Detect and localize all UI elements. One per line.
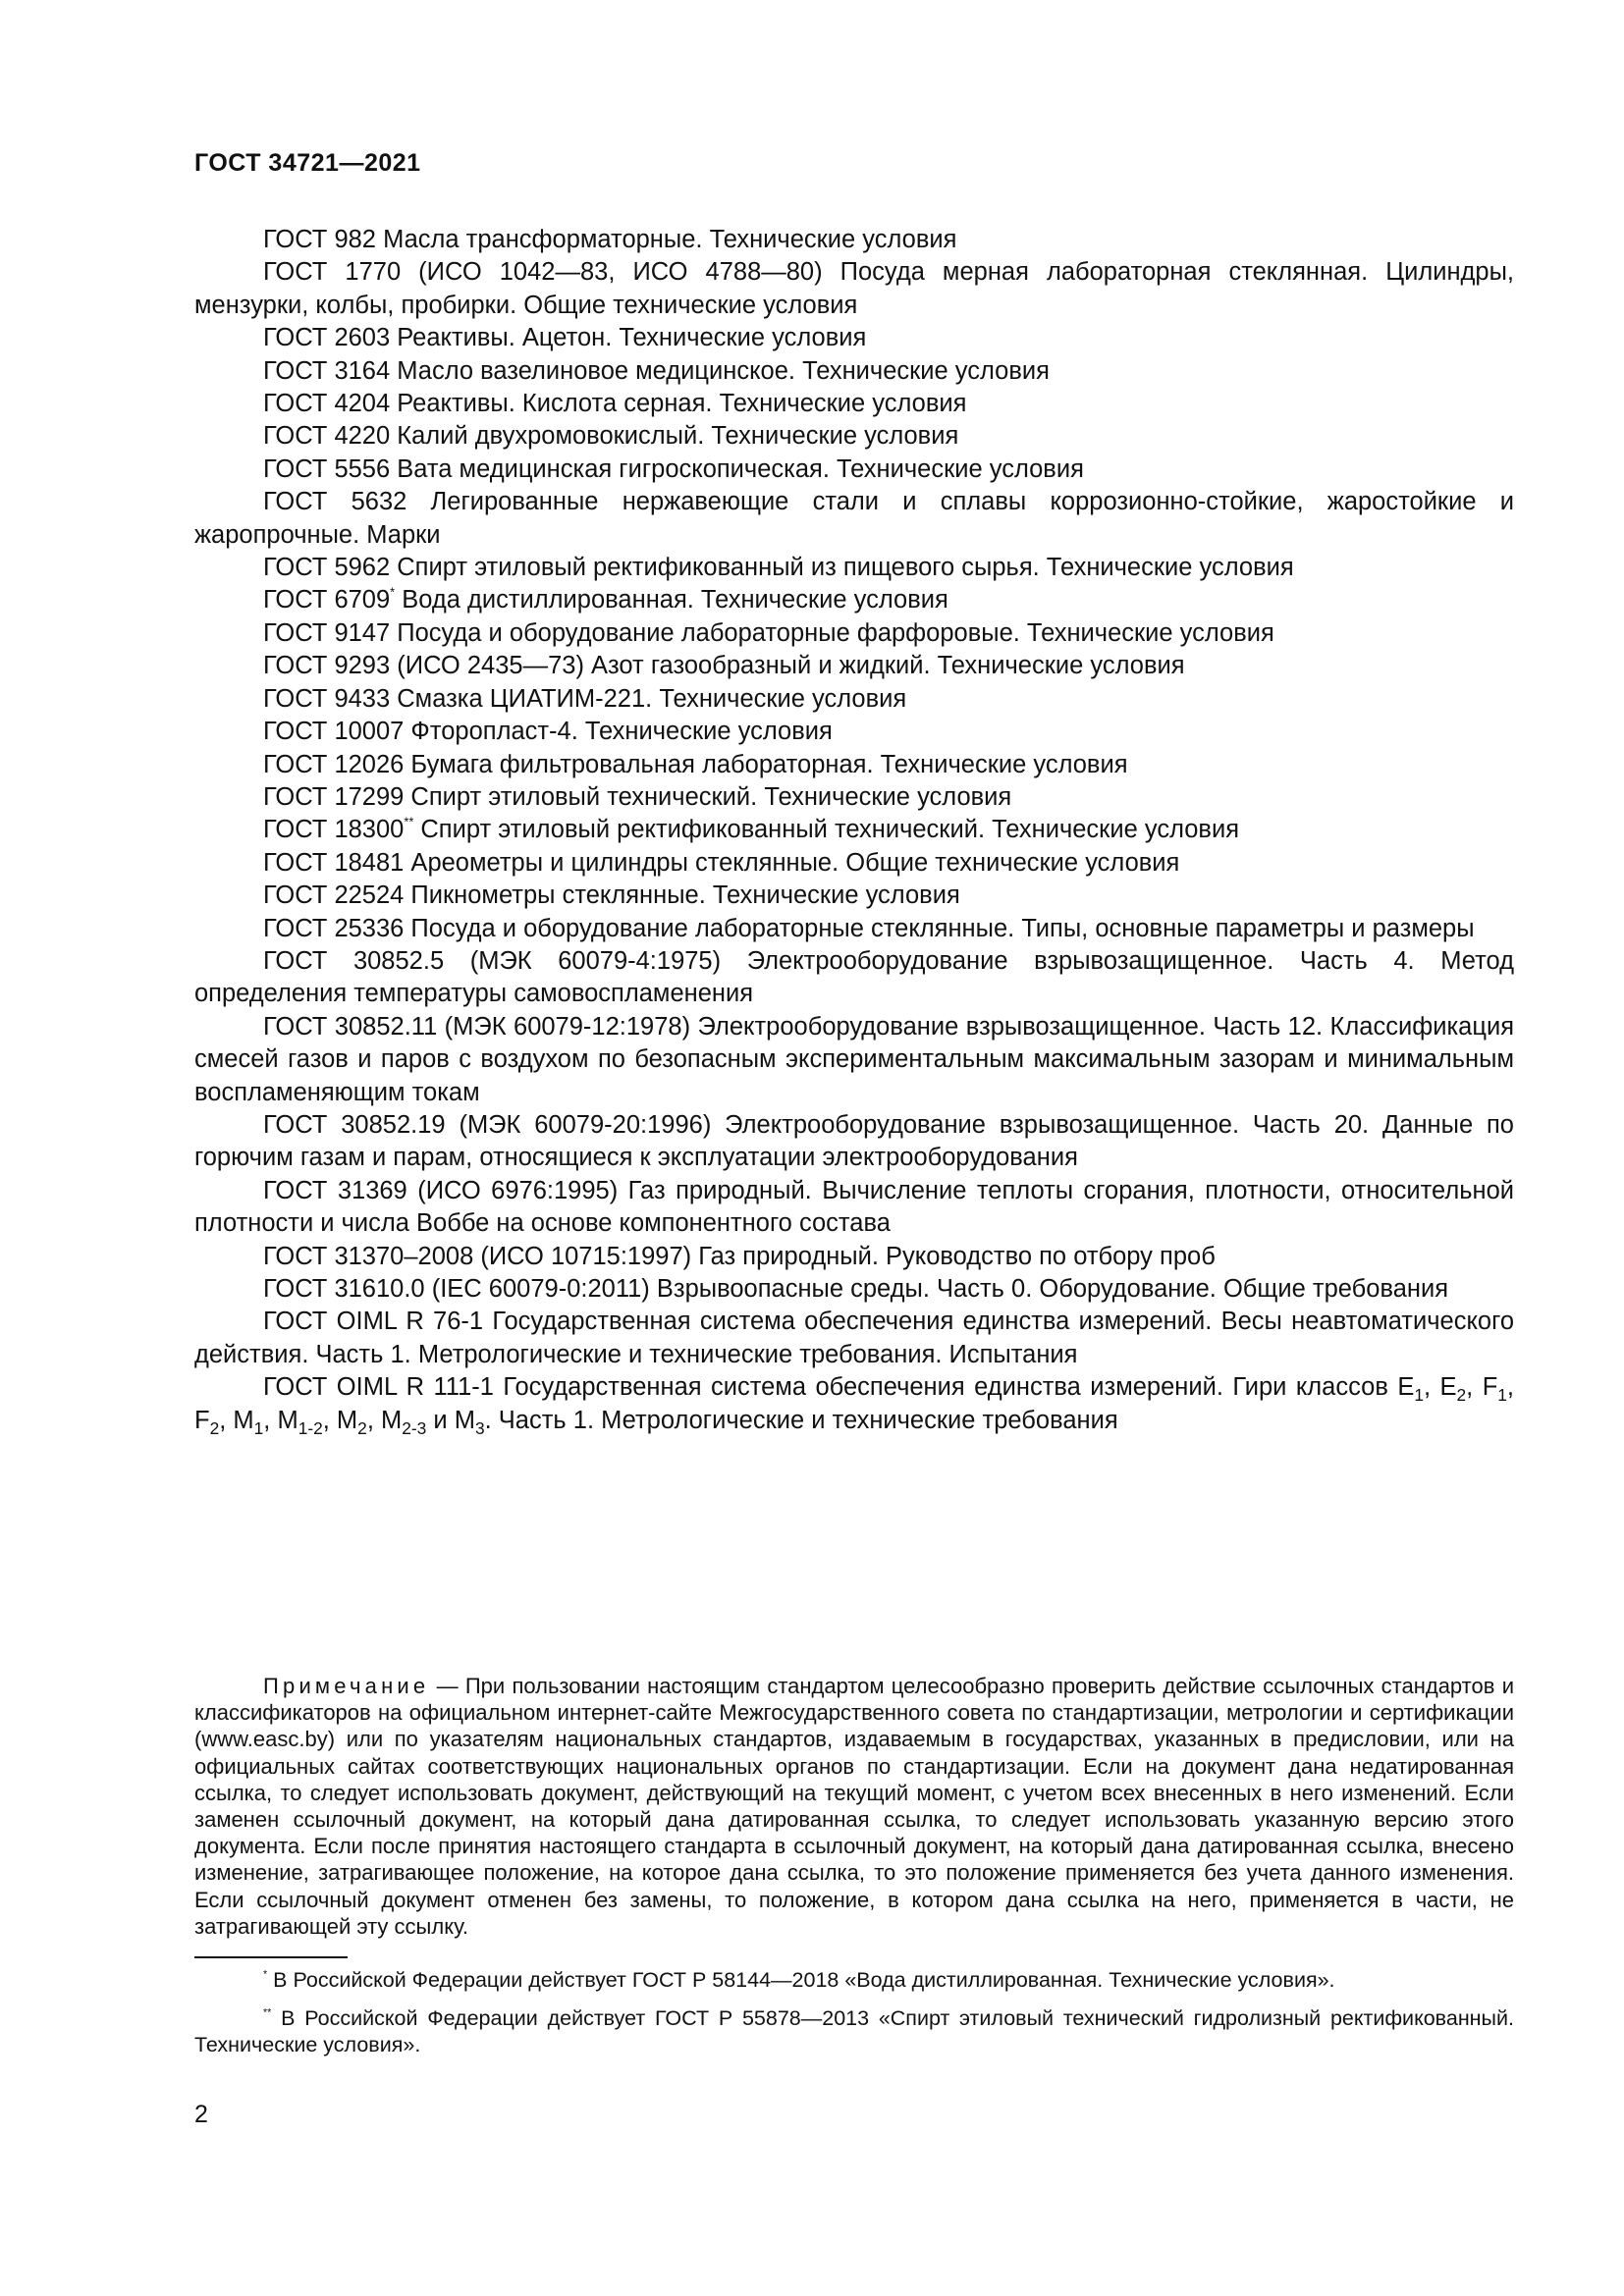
reference-item: ГОСТ 9147 Посуда и оборудование лабораторные фарфоровые. Технические условия	[263, 618, 1274, 647]
reference-item: ГОСТ 9433 Смазка ЦИАТИМ-221. Технические условия	[263, 684, 907, 713]
reference-item: ГОСТ 4220 Калий двухромовокислый. Технические условия	[263, 422, 959, 451]
reference-item: ГОСТ 5556 Вата медицинская гигроскопическая. Технические условия	[263, 454, 1084, 483]
normative-references-list	[194, 224, 1514, 1437]
weight-class: $E_2$	[1439, 1373, 1467, 1406]
footnote-marker: *	[390, 585, 396, 600]
reference-item: ГОСТ 982 Масла трансформаторные. Технические условия	[263, 226, 957, 253]
reference-item: ГОСТ OIML R 76-1 Государственная система обеспечения единства измерений. Весы неавтоматического действия. Часть 1. Метрологические и технические требования. Испытания	[194, 1308, 1514, 1368]
reference-item-oiml-r111: ГОСТ OIML R 111-1 Государственная система обеспечения единства измерений. Гири классов $E_1$, $E_2$, $F_1$, $F_2$, $M_1$, $M_{1-2}$, $M_2$, $M_{2-3}$ и $M_3$. Часть 1. Метрологические и технические требования	[194, 1373, 1514, 1438]
footnote	[194, 2005, 1514, 2058]
reference-item: ГОСТ 18481 Ареометры и цилиндры стеклянные. Общие технические условия	[263, 848, 1180, 877]
weight-class: $M_1$	[233, 1406, 264, 1438]
reference-item: ГОСТ 1770 (ИСО 1042—83, ИСО 4788—80) Посуда мерная лабораторная стеклянная. Цилиндры, мензурки, колбы, пробирки. Общие технические условия	[194, 258, 1514, 319]
weight-class: $M_{1-2}$	[277, 1406, 323, 1438]
footnote	[194, 1967, 1514, 1994]
document-header: ГОСТ 34721—2021	[194, 149, 421, 177]
note-label: Примечание	[263, 1674, 430, 1698]
weight-class: $E_1$	[1397, 1373, 1424, 1406]
reference-item	[194, 814, 1514, 846]
reference-item: ГОСТ 12026 Бумага фильтровальная лабораторная. Технические условия	[263, 750, 1128, 778]
footnote-marker: **	[404, 814, 414, 829]
page-number: 2	[194, 2101, 208, 2128]
reference-item: ГОСТ 31370–2008 (ИСО 10715:1997) Газ природный. Руководство по отбору проб	[263, 1242, 1216, 1270]
reference-text: . Часть 1. Метрологические и технические требования	[484, 1406, 1118, 1434]
reference-item: ГОСТ 10007 Фторопласт-4. Технические условия	[263, 718, 833, 746]
note-paragraph	[194, 1673, 1514, 1940]
weight-class: $M_2$	[336, 1406, 367, 1438]
reference-item: ГОСТ 25336 Посуда и оборудование лабораторные стеклянные. Типы, основные параметры и размеры	[263, 914, 1475, 942]
reference-item: ГОСТ 30852.5 (МЭК 60079-4:1975) Электрооборудование взрывозащищенное. Часть 4. Метод определения температуры самовоспламенения	[194, 946, 1514, 1008]
weight-class: $F_1$	[1482, 1373, 1507, 1406]
reference-item: ГОСТ 30852.11 (МЭК 60079-12:1978) Электрооборудование взрывозащищенное. Часть 12. Классификация смесей газов и паров с воздухом по безопасным экспериментальным максимальным зазорам и минимальным воспламеняющим токам	[194, 1012, 1514, 1106]
conjunction: и	[433, 1406, 448, 1434]
reference-item: ГОСТ 30852.19 (МЭК 60079-20:1996) Электрооборудование взрывозащищенное. Часть 20. Данные по горючим газам и парам, относящиеся к эксплуатации электрооборудования	[194, 1110, 1514, 1172]
reference-code: ГОСТ 6709	[263, 586, 391, 614]
weight-class: $M_{2-3}$	[380, 1406, 427, 1438]
reference-item: ГОСТ 5962 Спирт этиловый ректификованный из пищевого сырья. Технические условия	[263, 554, 1294, 582]
reference-item: ГОСТ 22524 Пикнометры стеклянные. Технические условия	[263, 881, 960, 910]
weight-class: $M_3$	[454, 1406, 485, 1438]
footnote-marker: *	[263, 1968, 268, 1981]
reference-code: ГОСТ 18300	[263, 816, 405, 844]
reference-text: ГОСТ OIML R 111-1 Государственная система обеспечения единства измерений. Гири классов	[263, 1373, 1398, 1402]
reference-item: ГОСТ 5632 Легированные нержавеющие стали и сплавы коррозионно-стойкие, жаростойкие и жаропрочные. Марки	[194, 488, 1514, 549]
reference-title: Спирт этиловый ректификованный технический. Технические условия	[413, 816, 1240, 844]
reference-item: ГОСТ 9293 (ИСО 2435—73) Азот газообразный и жидкий. Технические условия	[263, 652, 1185, 680]
footnote-marker: **	[263, 2006, 272, 2019]
note-text: — При пользовании настоящим стандартом целесообразно проверить действие ссылочных стандартов и классификаторов на официальном интернет-сайте Межгосударственного совета по стандартизации, метрологии и сертификации (www.easc.by) или по указателям национальных стандартов, издаваемым в государствах, указанных в предисловии, или на официальных сайтах соответствующих национальных органов по стандартизации. Если на документ дана недатированная ссылка, то следует использовать документ, действующий на текущий момент, с учетом всех внесенных в него изменений. Если заменен ссылочный документ, на который дана датированная ссылка, то следует использовать указанную версию этого документа. Если после принятия настоящего стандарта в ссылочный документ, на который дана датированная ссылка, внесено изменение, затрагивающее положение, на которое дана ссылка, то это положение применяется без учета данного изменения. Если ссылочный документ отменен без замены, то положение, в котором дана ссылка на него, применяется в части, не затрагивающей эту ссылку.	[194, 1674, 1514, 1939]
weight-class: $F_2$	[194, 1406, 220, 1438]
reference-item: ГОСТ 4204 Реактивы. Кислота серная. Технические условия	[263, 390, 967, 418]
reference-item: ГОСТ 3164 Масло вазелиновое медицинское. Технические условия	[263, 356, 1050, 385]
reference-item: ГОСТ 31610.0 (IEC 60079-0:2011) Взрывоопасные среды. Часть 0. Оборудование. Общие требования	[263, 1275, 1449, 1303]
footnote-divider	[194, 1956, 348, 1958]
reference-item: ГОСТ 17299 Спирт этиловый технический. Технические условия	[263, 782, 1012, 811]
footnote-text: В Российской Федерации действует ГОСТ Р 58144—2018 «Вода дистиллированная. Технические условия».	[267, 1968, 1335, 1992]
reference-item: ГОСТ 31369 (ИСО 6976:1995) Газ природный. Вычисление теплоты сгорания, плотности, относительной плотности и числа Воббе на основе компонентного состава	[194, 1176, 1514, 1238]
footnote-text: В Российской Федерации действует ГОСТ Р 55878—2013 «Спирт этиловый технический гидролизный ректификованный. Технические условия».	[194, 2006, 1514, 2056]
reference-title: Вода дистиллированная. Технические условия	[395, 586, 948, 614]
reference-item	[194, 584, 1514, 616]
reference-item: ГОСТ 2603 Реактивы. Ацетон. Технические условия	[263, 324, 867, 352]
